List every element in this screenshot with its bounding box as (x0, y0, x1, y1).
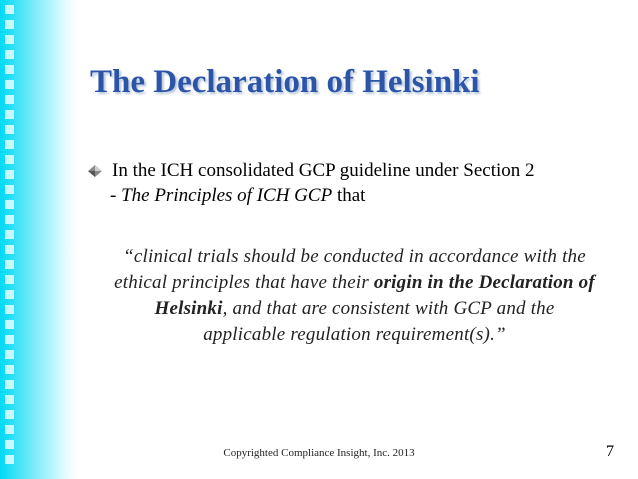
bullet-dash: - (110, 185, 122, 206)
helsinki-quote (112, 244, 597, 348)
decorative-square (5, 380, 14, 389)
decorative-square (5, 95, 14, 104)
decorative-square (5, 230, 14, 239)
bullet-line-end: that (332, 185, 366, 206)
decorative-square (5, 350, 14, 359)
decorative-square (5, 395, 14, 404)
decorative-square (5, 110, 14, 119)
decorative-square (5, 125, 14, 134)
decorative-square (5, 365, 14, 374)
decorative-square (5, 200, 14, 209)
quote-part-2: , and that are consistent with GCP and the applicable regulation requirement(s).” (203, 298, 555, 345)
decorative-square (5, 245, 14, 254)
decorative-square (5, 35, 14, 44)
decorative-square (5, 5, 14, 14)
decorative-square (5, 50, 14, 59)
decorative-square (5, 80, 14, 89)
ich-principles-reference: The Principles of ICH GCP (121, 185, 333, 206)
bullet-line-1: In the ICH consolidated GCP guideline under Section 2 (112, 160, 535, 181)
decorative-square (5, 65, 14, 74)
decorative-squares (5, 5, 17, 475)
decorative-square (5, 185, 14, 194)
bullet-line-2 (110, 183, 610, 208)
quote-emphasis: origin in the Declaration of Helsinki (154, 272, 595, 319)
diamond-bullet-icon (88, 165, 102, 177)
copyright-footer: Copyrighted Compliance Insight, Inc. 2013 (223, 447, 415, 459)
decorative-square (5, 215, 14, 224)
decorative-square (5, 170, 14, 179)
bullet-text (112, 158, 612, 208)
decorative-square (5, 155, 14, 164)
decorative-square (5, 335, 14, 344)
decorative-square (5, 275, 14, 284)
slide-title: The Declaration of Helsinki (90, 64, 480, 100)
decorative-square (5, 290, 14, 299)
decorative-square (5, 260, 14, 269)
quote-part-1: “clinical trials should be conducted in accordance with the ethical principles that have their (114, 246, 586, 293)
decorative-square (5, 20, 14, 29)
decorative-square (5, 410, 14, 419)
decorative-square (5, 140, 14, 149)
decorative-square (5, 425, 14, 434)
decorative-square (5, 320, 14, 329)
page-number: 7 (606, 443, 614, 460)
decorative-square (5, 305, 14, 314)
